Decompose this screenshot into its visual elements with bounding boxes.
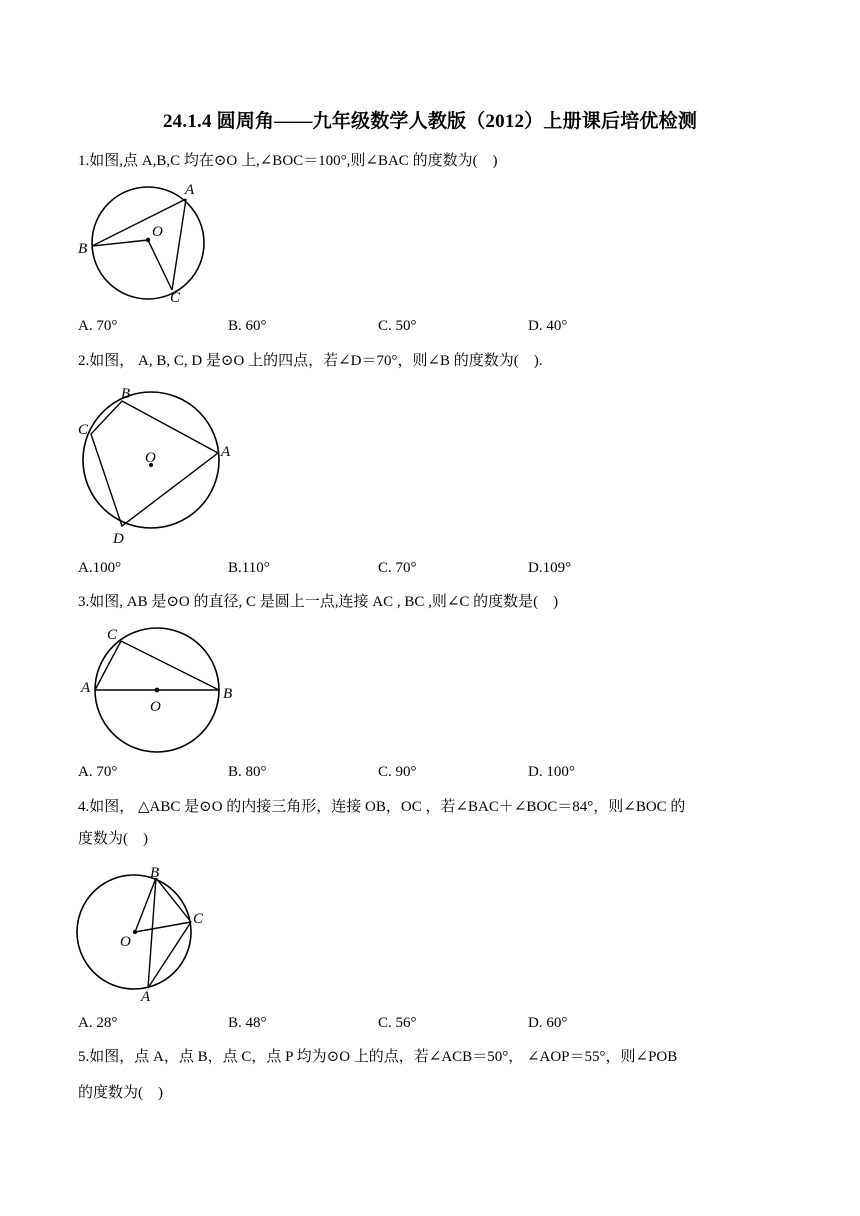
question-4-stem-line-1: 4.如图， △ABC 是⊙O 的内接三角形，连接 OB，OC ，若∠BAC＋∠BOC＝84°，则∠BOC 的 xyxy=(78,799,686,815)
option-c: C. 90° xyxy=(378,764,417,780)
option-b: B. 48° xyxy=(228,1015,267,1031)
option-c: C. 56° xyxy=(378,1015,417,1031)
radius-ob xyxy=(92,240,148,246)
question-4-options xyxy=(78,1015,778,1037)
option-c: C. 70° xyxy=(378,560,417,576)
label-b: B xyxy=(223,686,233,702)
label-b: B xyxy=(121,386,131,402)
radius-oc xyxy=(148,240,172,290)
label-c: C xyxy=(107,627,118,643)
option-b: B.110° xyxy=(228,560,270,576)
label-d: D xyxy=(113,531,124,547)
label-o: O xyxy=(120,934,131,950)
question-3-stem: 3.如图, AB 是⊙O 的直径, C 是圆上一点,连接 AC , BC ,则∠C 的度数是( ) xyxy=(78,594,559,610)
question-1-figure xyxy=(70,178,220,308)
question-3-figure xyxy=(74,620,244,760)
option-a: A. 28° xyxy=(78,1015,118,1031)
label-c: C xyxy=(193,911,204,927)
chord-bc xyxy=(121,641,219,690)
label-o: O xyxy=(145,450,156,466)
option-a: A. 70° xyxy=(78,764,118,780)
label-a: A xyxy=(81,680,91,696)
label-a: A xyxy=(221,444,231,460)
option-b: B. 80° xyxy=(228,764,267,780)
radius-oc xyxy=(135,922,191,932)
circle xyxy=(92,187,204,299)
label-c: C xyxy=(170,290,181,306)
option-d: D.109° xyxy=(528,560,572,576)
side-bc xyxy=(156,878,191,922)
option-a: A. 70° xyxy=(78,318,118,334)
center-dot xyxy=(146,238,150,242)
label-o: O xyxy=(152,224,163,240)
chord-ac xyxy=(95,641,121,690)
question-5-stem-line-1: 5.如图，点 A，点 B，点 C，点 P 均为⊙O 上的点，若∠ACB＝50°， ∠AOP＝55°，则∠POB xyxy=(78,1049,678,1065)
center-dot xyxy=(133,930,137,934)
option-d: D. 40° xyxy=(528,318,568,334)
question-2-stem: 2.如图， A, B, C, D 是⊙O 上的四点，若∠D＝70°，则∠B 的度数为( ). xyxy=(78,353,543,369)
option-b: B. 60° xyxy=(228,318,267,334)
label-a: A xyxy=(141,989,151,1005)
option-a: A.100° xyxy=(78,560,122,576)
label-c: C xyxy=(78,422,89,438)
question-3-options xyxy=(78,764,778,786)
question-4-figure xyxy=(72,860,212,1010)
side-ac xyxy=(148,922,191,988)
option-c: C. 50° xyxy=(378,318,417,334)
question-2-figure xyxy=(72,380,242,550)
center-dot xyxy=(155,688,160,693)
question-5-stem-line-2: 的度数为( ) xyxy=(78,1085,163,1101)
option-d: D. 100° xyxy=(528,764,575,780)
question-1-stem: 1.如图,点 A,B,C 均在⊙O 上,∠BOC＝100°,则∠BAC 的度数为( ) xyxy=(78,153,498,169)
chord-ac xyxy=(172,199,186,290)
label-b: B xyxy=(78,241,88,257)
question-4-stem-line-2: 度数为( ) xyxy=(78,831,148,847)
question-1-options xyxy=(78,318,778,340)
label-o: O xyxy=(150,699,161,715)
label-b: B xyxy=(150,865,160,881)
label-a: A xyxy=(185,182,195,198)
question-2-options xyxy=(78,560,778,582)
page-title: 24.1.4 圆周角——九年级数学人教版（2012）上册课后培优检测 xyxy=(162,111,698,132)
option-d: D. 60° xyxy=(528,1015,568,1031)
